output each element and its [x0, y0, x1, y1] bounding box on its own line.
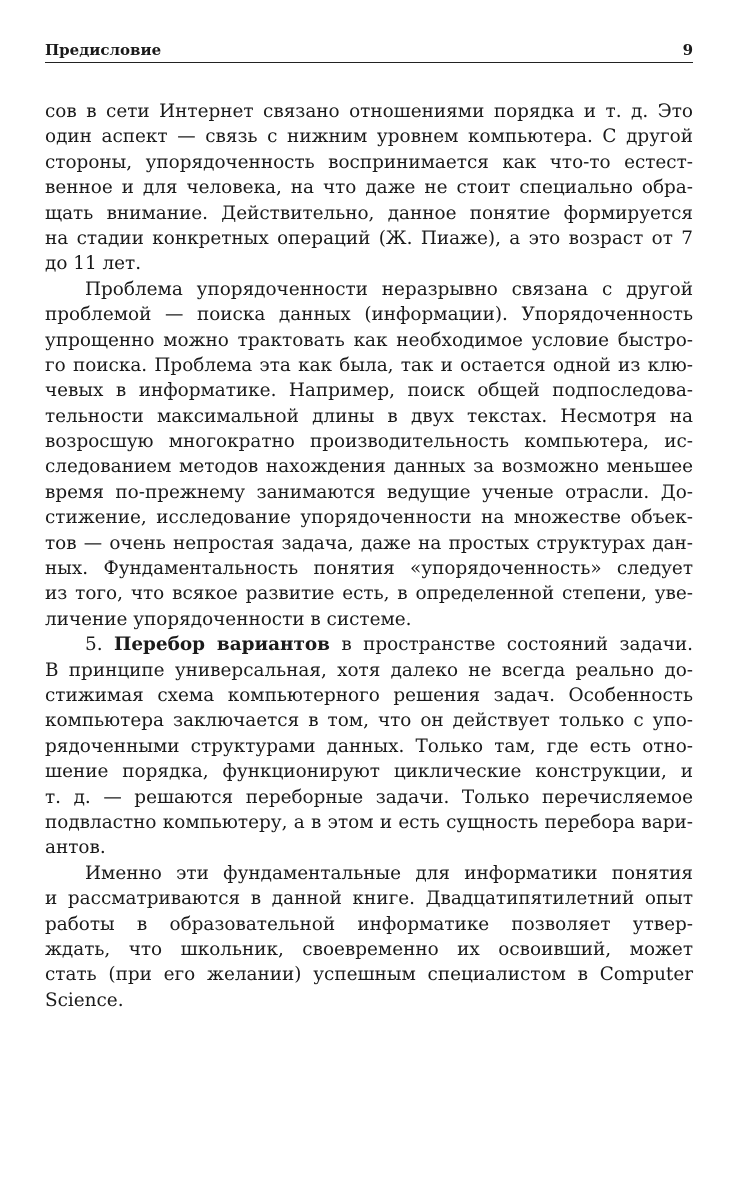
page-number: 9 — [682, 41, 693, 59]
text-line: чевых в информатике. Например, поиск общей подпоследова- — [45, 380, 693, 402]
text-line: работы в образовательной информатике позволяет утвер- — [45, 913, 693, 935]
paragraph-1 — [45, 99, 693, 277]
text-line: стижимая схема компьютерного решения задач. Особенность — [45, 684, 693, 706]
paragraph-3 — [45, 632, 693, 861]
body-text — [45, 99, 693, 1013]
text-line: антов. — [45, 837, 106, 859]
text-line: подвластно компьютеру, а в этом и есть сущность перебора вари- — [45, 811, 693, 833]
text-line: из того, что всякое развитие есть, в определенной степени, уве- — [45, 583, 693, 605]
text-line: следованием методов нахождения данных за возможно меньшее — [45, 456, 693, 478]
text-line: Проблема упорядоченности неразрывно связана с другой — [85, 278, 693, 300]
item-number: 5. — [85, 634, 103, 656]
running-header — [45, 40, 693, 63]
text-line: щать внимание. Действительно, данное понятие формируется — [45, 202, 693, 224]
paragraph-4 — [45, 861, 693, 1013]
text-line: венное и для человека, на что даже не стоит специально обра- — [45, 177, 693, 199]
text-line: тов — очень непростая задача, даже на простых структурах дан- — [45, 532, 693, 554]
text-line: стижение, исследование упорядоченности на множестве объек- — [45, 507, 693, 529]
text-line: В принципе универсальная, хотя далеко не всегда реально до- — [45, 659, 693, 681]
text-line: стать (при его желании) успешным специалистом в Computer — [45, 964, 693, 986]
text-line: личение упорядоченности в системе. — [45, 608, 412, 630]
text-line: проблемой — поиска данных (информации). Упорядоченность — [45, 304, 693, 326]
text-line: один аспект — связь с нижним уровнем компьютера. С другой — [45, 126, 693, 148]
text-line: т. д. — решаются переборные задачи. Только перечисляемое — [45, 786, 693, 808]
text-line: на стадии конкретных операций (Ж. Пиаже), а это возраст от 7 — [45, 227, 693, 249]
text-line: шение порядка, функционируют циклические конструкции, и — [45, 761, 693, 783]
text-line: Именно эти фундаментальные для информатики понятия — [85, 862, 693, 884]
item-rest: в пространстве состояний задачи. — [341, 634, 693, 656]
section-title: Предисловие — [45, 41, 162, 59]
text-line: ных. Фундаментальность понятия «упорядоченность» следует — [45, 558, 693, 580]
text-line: до 11 лет. — [45, 253, 142, 275]
text-line: возросшую многократно производительность компьютера, ис- — [45, 431, 693, 453]
text-line: сов в сети Интернет связано отношениями порядка и т. д. Это — [45, 101, 693, 122]
bold-term: Перебор вариантов — [113, 634, 330, 656]
text-line: ждать, что школьник, своевременно их освоивший, может — [45, 938, 693, 960]
text-line: Science. — [45, 989, 124, 1011]
text-line: и рассматриваются в данной книге. Двадцатипятилетний опыт — [45, 888, 693, 910]
paragraph-2 — [45, 277, 693, 632]
text-line: стороны, упорядоченность воспринимается как что-то естест- — [45, 151, 693, 173]
text-line: упрощенно можно трактовать как необходимое условие быстро- — [45, 329, 693, 351]
text-line — [45, 632, 693, 657]
text-line: го поиска. Проблема эта как была, так и остается одной из клю- — [45, 354, 693, 376]
text-line: компьютера заключается в том, что он действует только с упо- — [45, 710, 693, 732]
text-line: тельности максимальной длины в двух текстах. Несмотря на — [45, 405, 693, 427]
text-line: рядоченными структурами данных. Только там, где есть отно- — [45, 735, 693, 757]
text-line: время по-прежнему занимаются ведущие ученые отрасли. До- — [45, 481, 693, 503]
